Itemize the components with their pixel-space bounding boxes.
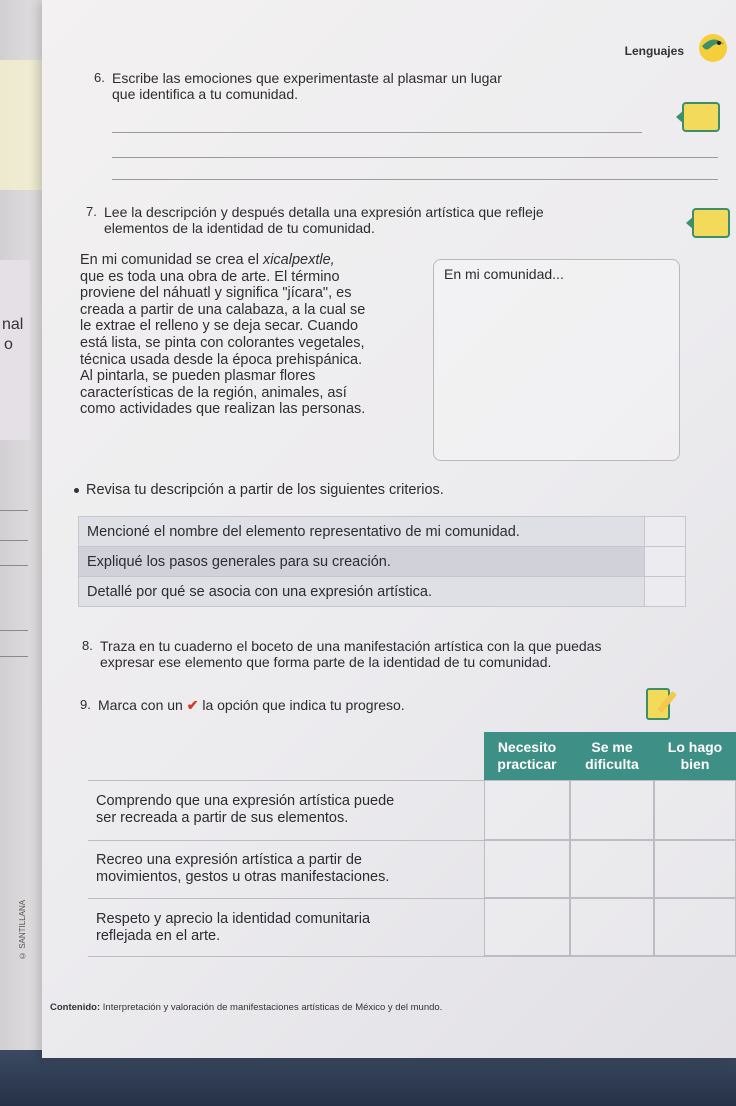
question-text: Escribe las emociones que experimentaste al plasmar un lugar [112,70,502,86]
question-text: la opción que indica tu progreso. [198,697,405,713]
progress-cell[interactable] [484,780,570,840]
left-page-fragment: o [4,336,13,353]
criterion-checkbox[interactable] [645,547,686,577]
table-row [79,517,686,547]
question-8 [82,638,602,670]
bullet [74,488,79,493]
answer-line[interactable] [112,157,718,158]
header-text: Lo hago [667,739,723,755]
table-row [79,577,686,607]
reading-line: como actividades que realizan las personas. [80,401,366,418]
desk-background [0,1050,736,1106]
progress-cell[interactable] [654,840,736,898]
reading-line: creada a partir de una calabaza, a la cual se [80,301,366,318]
footer-text: Interpretación y valoración de manifestaciones artísticas de México y del mundo. [100,1002,443,1013]
criterion-label: Mencioné el nombre del elemento representativo de mi comunidad. [79,517,645,547]
notebook-icon [692,208,730,238]
question-number: 7. [86,204,97,219]
progress-cell[interactable] [484,840,570,898]
reading-passage [80,252,432,418]
reading-line: En mi comunidad se crea el [80,252,263,268]
criterion-checkbox[interactable] [645,517,686,547]
subject-header: Lenguajes [624,44,684,58]
criterion-label: Detallé por qué se asocia con una expresión artística. [79,577,645,607]
row-text: Comprendo que una expresión artística puede [96,793,395,809]
row-text: movimientos, gestos u otras manifestaciones. [96,869,390,885]
question-text: Traza en tu cuaderno el boceto de una manifestación artística con la que puedas [100,638,602,654]
row-text: Respeto y aprecio la identidad comunitaria [96,911,371,927]
criteria-table [78,516,686,607]
progress-cell[interactable] [570,898,654,956]
table-row [79,547,686,577]
reading-line: características de la región, animales, así [80,384,347,401]
table-divider [88,956,736,957]
progress-row-label [88,782,484,838]
left-page-fragment: nal [2,316,24,333]
left-page-line [0,540,28,541]
checkmark-icon: ✔ [186,697,199,713]
footer-label: Contenido: [50,1002,101,1013]
question-6 [94,70,502,102]
reading-line: le extrae el relleno y se deja secar. Cuando [80,318,359,335]
reading-term: xicalpextle, [262,252,335,268]
progress-row-label [88,900,484,956]
chameleon-logo-icon [696,30,730,64]
question-text: que identifica a tu comunidad. [112,86,299,102]
progress-header-difficult [570,732,654,780]
question-number: 8. [82,638,93,653]
progress-cell[interactable] [570,780,654,840]
header-text: Necesito [497,739,557,755]
publisher-credit: © SANTILLANA [18,899,27,960]
row-text: Recreo una expresión artística a partir de [96,852,362,868]
reading-line: proviene del náhuatl y significa "jícara", es [80,285,352,302]
header-text: practicar [497,756,557,772]
left-page-line [0,630,28,631]
left-page-line [0,656,28,657]
review-instruction-text: Revisa tu descripción a partir de los siguientes criterios. [86,482,444,498]
progress-cell[interactable] [570,840,654,898]
question-number: 6. [94,70,105,85]
header-text: bien [680,756,710,772]
reading-line: que es toda una obra de arte. El término [80,268,340,285]
progress-cell[interactable] [484,898,570,956]
progress-cell[interactable] [654,898,736,956]
left-page-line [0,510,28,511]
question-text: Lee la descripción y después detalla una expresión artística que refleje [104,204,544,220]
question-text: Marca con un [98,697,187,713]
notebook-icon [682,102,720,132]
criterion-checkbox[interactable] [645,577,686,607]
progress-cell[interactable] [654,780,736,840]
content-footer [50,1002,442,1013]
answer-box[interactable] [433,259,680,461]
question-7 [86,204,544,236]
progress-row-label [88,842,484,896]
reading-line: Al pintarla, se pueden plasmar flores [80,368,316,385]
progress-header-need-practice [484,732,570,780]
row-text: ser recreada a partir de sus elementos. [96,810,349,826]
answer-line[interactable] [112,179,718,180]
header-text: Se me [591,739,633,755]
row-text: reflejada en el arte. [96,928,221,944]
answer-box-prompt: En mi comunidad... [444,266,564,282]
reading-line: está lista, se pinta con colorantes vegetales, [80,334,365,351]
header-text: dificulta [585,756,639,772]
reading-line: técnica usada desde la época prehispánica. [80,351,363,368]
progress-header-do-well [654,732,736,780]
review-instruction [86,482,444,498]
criterion-label: Expliqué los pasos generales para su creación. [79,547,645,577]
left-page-line [0,565,28,566]
answer-line[interactable] [112,132,642,133]
question-9 [80,697,405,713]
question-text: expresar ese elemento que forma parte de la identidad de tu comunidad. [100,654,552,670]
question-text: elementos de la identidad de tu comunidad. [104,220,375,236]
question-number: 9. [80,697,91,712]
